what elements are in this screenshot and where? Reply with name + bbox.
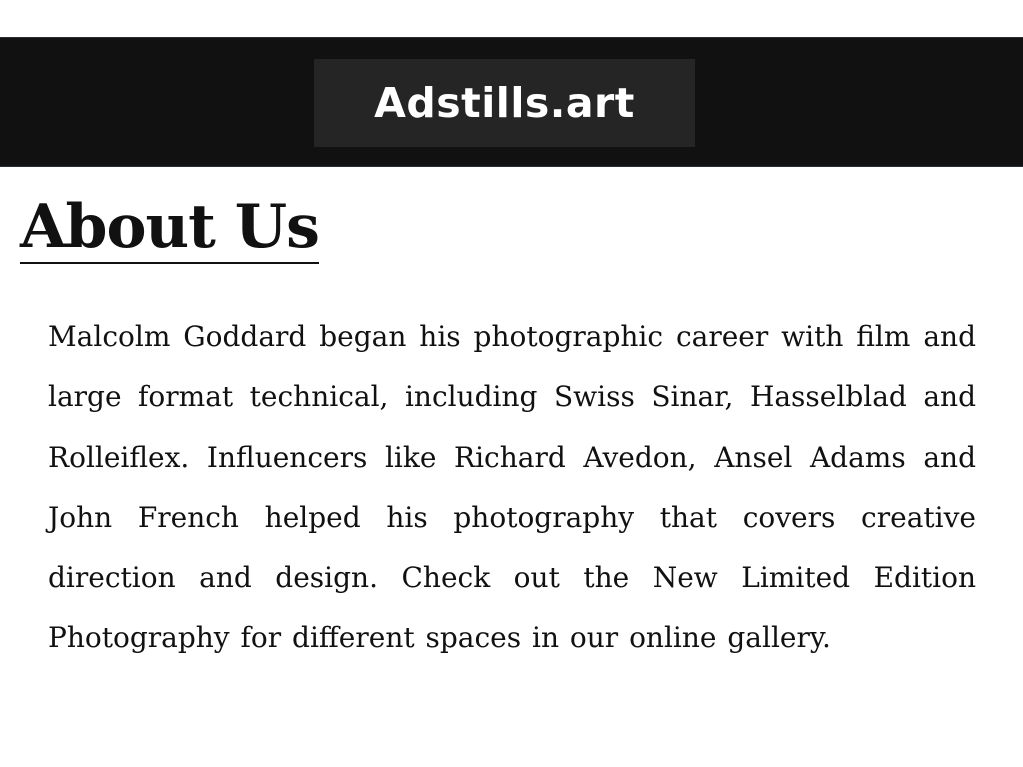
site-logo[interactable] [314, 59, 695, 147]
site-logo-text: Adstills.art [374, 79, 635, 127]
page-title: About Us [20, 192, 319, 262]
header-banner [0, 37, 1023, 167]
about-paragraph: Malcolm Goddard began his photographic career with film and large format technical, including Swiss Sinar, Hasselblad and Rolleiflex. Influencers like Richard Avedon, Ansel Adams and John French helped his photography that covers creative direction and design. Check out the New Limited Edition Photography for different spaces in our online gallery. [48, 320, 976, 655]
